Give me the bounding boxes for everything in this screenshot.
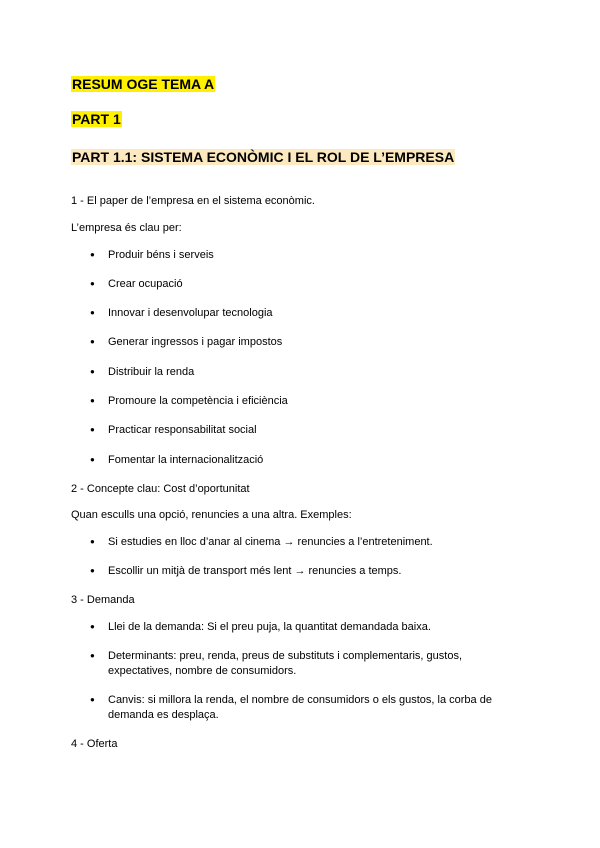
list-bullet: ●: [90, 250, 95, 259]
list-item: Si estudies en lloc d’anar al cinema → renuncies a l’entreteniment.: [108, 536, 433, 548]
list-item: Produir béns i serveis: [108, 249, 214, 261]
list-item: Generar ingressos i pagar impostos: [108, 336, 283, 348]
list-item: Innovar i desenvolupar tecnologia: [108, 307, 273, 319]
list-bullet: ●: [90, 622, 95, 631]
list-bullet: ●: [90, 367, 95, 376]
list-bullet: ●: [90, 537, 95, 546]
section-heading-text: PART 1.1: SISTEMA ECONÒMIC I EL ROL DE L’EMPRESA: [72, 149, 455, 165]
list-bullet: ●: [90, 695, 95, 704]
list-bullet: ●: [90, 308, 95, 317]
part-heading-text: PART 1: [72, 111, 121, 127]
s4-heading: 4 - Oferta: [71, 738, 118, 750]
s1-intro: L’empresa és clau per:: [71, 222, 182, 234]
list-bullet: ●: [90, 566, 95, 575]
list-bullet: ●: [90, 279, 95, 288]
list-item: Crear ocupació: [108, 278, 183, 290]
list-item: Llei de la demanda: Si el preu puja, la quantitat demandada baixa.: [108, 621, 431, 633]
list-item: Fomentar la internacionalització: [108, 454, 264, 466]
part-heading: [71, 110, 122, 129]
document-title: [71, 75, 215, 94]
list-bullet: ●: [90, 455, 95, 464]
s3-heading: 3 - Demanda: [71, 594, 135, 606]
section-heading: [71, 148, 455, 167]
list-bullet: ●: [90, 425, 95, 434]
document-title-text: RESUM OGE TEMA A: [72, 76, 215, 92]
list-item: Determinants: preu, renda, preus de substituts i complementaris, gustos, expectatives, nombre de consumidors.: [108, 650, 463, 677]
list-item: Promoure la competència i eficiència: [108, 395, 288, 407]
list-item: Canvis: si millora la renda, el nombre de consumidors o els gustos, la corba de demanda es desplaça.: [108, 694, 492, 721]
s2-heading: 2 - Concepte clau: Cost d’oportunitat: [71, 483, 250, 495]
list-bullet: ●: [90, 396, 95, 405]
list-item: Distribuir la renda: [108, 366, 195, 378]
list-bullet: ●: [90, 651, 95, 660]
s2-intro: Quan esculls una opció, renuncies a una altra. Exemples:: [71, 509, 352, 521]
s1-heading: 1 - El paper de l’empresa en el sistema econòmic.: [71, 195, 315, 207]
list-item: Practicar responsabilitat social: [108, 424, 257, 436]
list-bullet: ●: [90, 337, 95, 346]
list-item: Escollir un mitjà de transport més lent → renuncies a temps.: [108, 565, 402, 577]
